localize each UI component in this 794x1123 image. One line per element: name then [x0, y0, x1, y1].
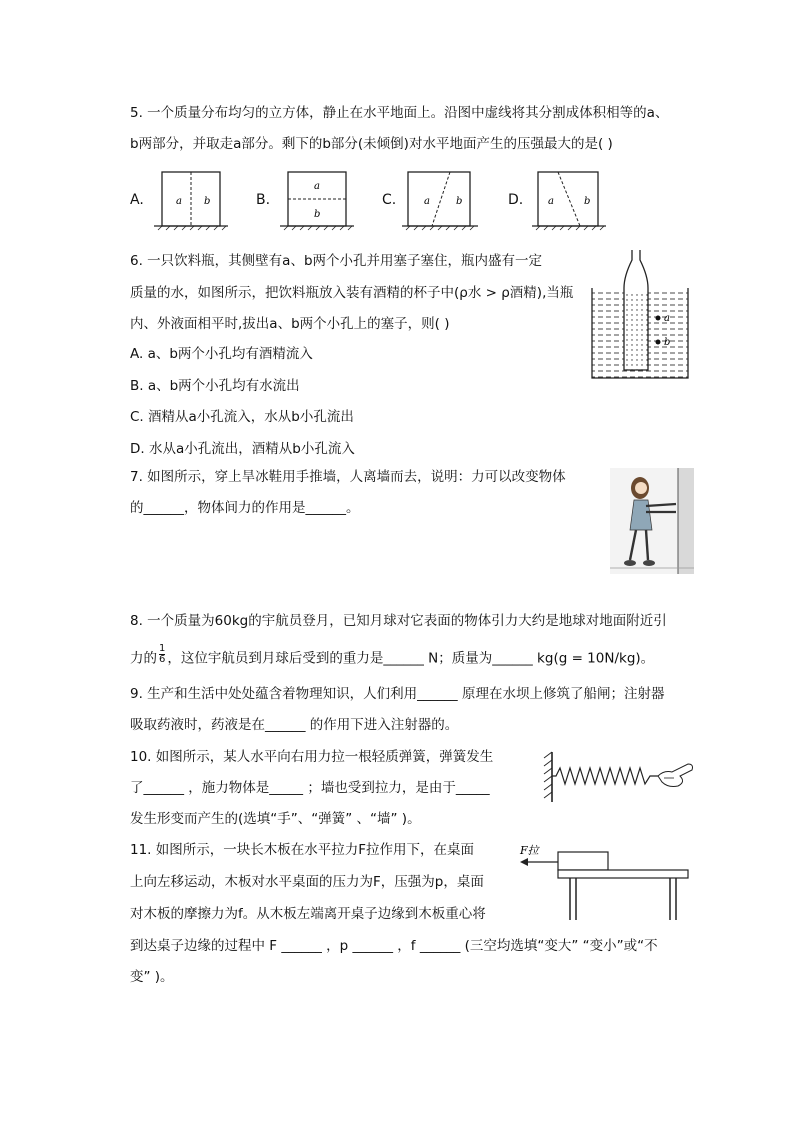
q5-stem-line2: b两部分，并取走a部分。剩下的b部分(未倾倒)对水平地面产生的压强最大的是( )	[130, 136, 613, 152]
q5d-label-a: a	[548, 196, 554, 207]
q11-stem-line3: 对木板的摩擦力为f。从木板左端离开桌子边缘到木板重心将	[130, 906, 486, 922]
q8-fraction-den: 6	[159, 654, 166, 665]
q11-board-table-figure	[510, 840, 694, 922]
q8-line2-post: ，这位宇航员到月球后受到的重力是______ N；质量为______ kg(g = 10N/kg)。	[167, 650, 655, 667]
q10-stem-line3: 发生形变而产生的(选填“手”、“弹簧” 、“墙” )。	[130, 811, 421, 827]
q6-stem-line1: 6. 一只饮料瓶，其侧壁有a、b两个小孔并用塞子塞住，瓶内盛有一定	[130, 253, 543, 269]
q5b-label-b: b	[314, 209, 321, 220]
q6-bottle-cup-figure	[590, 248, 690, 382]
q11-stem-line1: 11. 如图所示，一块长木板在水平拉力F拉作用下，在桌面	[130, 842, 475, 858]
q5-option-b-key: B.	[256, 192, 271, 208]
q7-stem-line2: 的______，物体间力的作用是______。	[130, 500, 360, 516]
q5-option-d-key: D.	[508, 192, 524, 208]
q10-stem-line2: 了______ ，施力物体是_____ ；墙也受到拉力，是由于_____	[130, 780, 490, 796]
q10-stem-line1: 10. 如图所示，某人水平向右用力拉一根轻质弹簧，弹簧发生	[130, 749, 494, 765]
q6-option-b: B. a、b两个小孔均有水流出	[130, 378, 300, 394]
q5-option-a-key: A.	[130, 192, 144, 208]
q8-stem-line2	[130, 643, 655, 669]
q7-skater-figure	[610, 468, 694, 574]
q11-stem-line2: 上向左移运动，木板对水平桌面的压力为F，压强为p，桌面	[130, 874, 484, 890]
q7-stem-line1: 7. 如图所示，穿上旱冰鞋用手推墙，人离墙而去，说明：力可以改变物体	[130, 469, 566, 485]
q5-option-d-figure	[528, 168, 608, 232]
q5-option-c-figure	[400, 168, 480, 232]
q11-stem-line4: 到达桌子边缘的过程中 F ______ ，p ______ ，f ______ (三空均选填“变大” “变小”或“不	[130, 938, 658, 954]
q5c-label-b: b	[456, 196, 463, 207]
q5d-label-b: b	[584, 196, 591, 207]
q8-fraction-num: 1	[159, 643, 166, 654]
q8-line2-pre: 力的	[130, 650, 157, 667]
q5c-label-a: a	[424, 196, 430, 207]
q10-spring-figure	[540, 748, 700, 804]
q5-stem-line1: 5. 一个质量分布均匀的立方体，静止在水平地面上。沿图中虚线将其分割成体积相等的a、	[130, 105, 669, 121]
q6-option-c: C. 酒精从a小孔流入，水从b小孔流出	[130, 409, 354, 425]
q6-fig-label-a: a	[664, 313, 670, 324]
q9-stem-line1: 9. 生产和生活中处处蕴含着物理知识，人们利用______ 原理在水坝上修筑了船闸；注射器	[130, 686, 665, 702]
q6-stem-line3: 内、外液面相平时,拔出a、b两个小孔上的塞子，则( )	[130, 316, 450, 332]
q6-option-d: D. 水从a小孔流出，酒精从b小孔流入	[130, 441, 355, 457]
q5b-label-a: a	[314, 181, 320, 192]
q5a-label-b: b	[204, 196, 211, 207]
q8-fraction	[159, 644, 165, 665]
q5a-label-a: a	[176, 196, 182, 207]
q8-stem-line1: 8. 一个质量为60kg的宇航员登月，已知月球对它表面的物体引力大约是地球对地面附近引	[130, 613, 667, 629]
q5-option-a-figure	[150, 168, 230, 232]
q11-stem-line5: 变” )。	[130, 969, 174, 985]
q9-stem-line2: 吸取药液时，药液是在______ 的作用下进入注射器的。	[130, 717, 459, 733]
q5-option-b-figure	[276, 168, 356, 232]
q6-option-a: A. a、b两个小孔均有酒精流入	[130, 346, 313, 362]
q5-option-c-key: C.	[382, 192, 397, 208]
q6-fig-label-b: b	[664, 337, 671, 348]
q6-stem-line2: 质量的水，如图所示，把饮料瓶放入装有酒精的杯子中(ρ水 > ρ酒精),当瓶	[130, 285, 574, 301]
q11-force-label: F拉	[520, 844, 539, 857]
